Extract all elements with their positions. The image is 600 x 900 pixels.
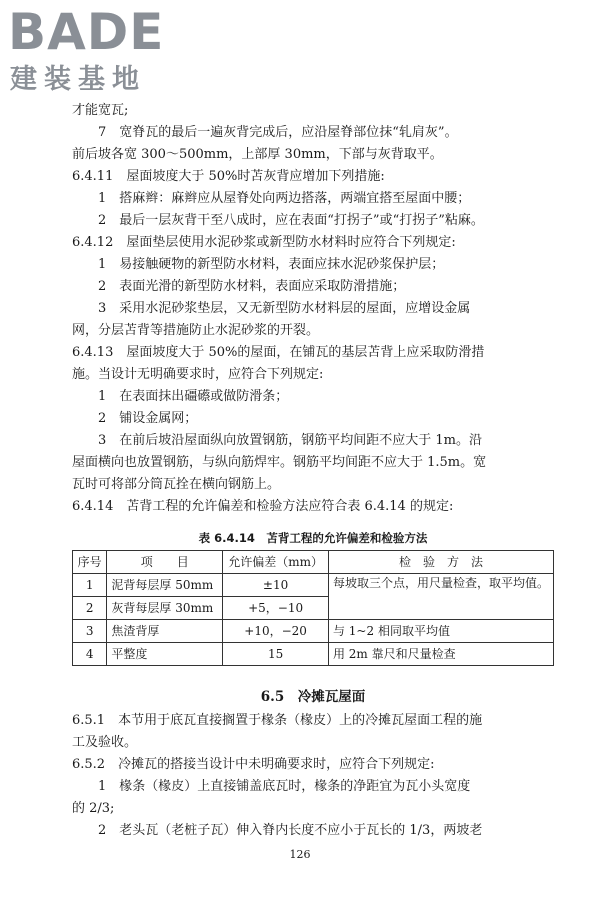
row-method: 用 2m 靠尺和尺量检查 (328, 643, 553, 666)
logo-word: BADE (8, 3, 165, 61)
row-item: 焦渣背厚 (107, 620, 223, 643)
logo (8, 4, 178, 100)
header-method: 检 验 方 法 (328, 551, 553, 574)
row-no: 2 (73, 597, 107, 620)
row-no: 4 (73, 643, 107, 666)
text-line: 1 椽条（椽皮）上直接铺盖底瓦时，椽条的净距宜为瓦小头宽度 (98, 779, 471, 794)
text-line: 2 铺设金属网； (98, 411, 198, 426)
row-item: 灰背每层厚 30mm (107, 597, 223, 620)
section-title: 6.5 冷摊瓦屋面 (260, 689, 366, 705)
paragraphs-bottom (72, 710, 554, 842)
text-line: 工及验收。 (72, 735, 138, 750)
table-header-row (73, 551, 554, 574)
row-tolerance: +5，−10 (223, 597, 329, 620)
text-line: 网，分层苫背等措施防止水泥砂浆的开裂。 (72, 323, 320, 338)
text-line: 3 在前后坡沿屋面纵向放置钢筋，钢筋平均间距不应大于 1m。沿 (98, 433, 483, 448)
text-line: 1 搭麻辫：麻辫应从屋脊处向两边搭落，两端宜搭至屋面中腰； (98, 191, 471, 206)
table-title: 表 6.4.14 苫背工程的允许偏差和检验方法 (198, 531, 428, 545)
text-line: 6.4.11 屋面坡度大于 50%时苫灰背应增加下列措施: (72, 169, 385, 184)
text-line: 才能宽瓦; (72, 103, 129, 118)
text-line: 施。当设计无明确要求时，应符合下列规定: (72, 367, 324, 382)
row-method-merged: 每坡取三个点，用尺量检查，取平均值。 (328, 574, 553, 620)
text-line: 6.5.1 本节用于底瓦直接搁置于椽条（椽皮）上的冷摊瓦屋面工程的施 (72, 713, 483, 728)
text-line: 的 2/3; (72, 801, 115, 816)
row-no: 1 (73, 574, 107, 597)
header-no: 序号 (73, 551, 107, 574)
row-no: 3 (73, 620, 107, 643)
page-number: 126 (289, 848, 311, 861)
text-line: 1 在表面抹出礓礤或做防滑条； (98, 389, 289, 404)
text-line: 屋面横向也放置钢筋，与纵向筋焊牢。钢筋平均间距不应大于 1.5m。宽 (72, 455, 487, 470)
text-line: 2 表面光滑的新型防水材料，表面应采取防滑措施； (98, 279, 406, 294)
row-tolerance: +10，−20 (223, 620, 329, 643)
text-line: 1 易接触硬物的新型防水材料，表面应抹水泥砂浆保护层； (98, 257, 445, 272)
text-line: 前后坡各宽 300～500mm，上部厚 30mm，下部与灰背取平。 (72, 147, 443, 162)
paragraphs-top (72, 100, 554, 518)
table-row (73, 620, 554, 643)
row-item: 平整度 (107, 643, 223, 666)
row-tolerance: 15 (223, 643, 329, 666)
text-line: 2 最后一层灰背干至八成时，应在表面“打拐子”或“打拐子”粘麻。 (98, 213, 484, 228)
text-line: 7 宽脊瓦的最后一遍灰背完成后，应沿屋脊部位抹“轧肩灰”。 (98, 125, 458, 140)
text-line: 2 老头瓦（老桩子瓦）伸入脊内长度不应小于瓦长的 1/3，两坡老 (98, 823, 483, 838)
text-line: 3 采用水泥砂浆垫层，又无新型防水材料层的屋面，应增设金属 (98, 301, 471, 316)
text-line: 6.4.13 屋面坡度大于 50%的屋面，在铺瓦的基层苫背上应采取防滑措 (72, 345, 485, 360)
table-row (73, 643, 554, 666)
text-line: 6.4.12 屋面垫层使用水泥砂浆或新型防水材料时应符合下列规定: (72, 235, 456, 250)
table-row (73, 574, 554, 597)
row-method: 与 1~2 相同取平均值 (328, 620, 553, 643)
text-line: 6.4.14 苫背工程的允许偏差和检验方法应符合表 6.4.14 的规定: (72, 499, 454, 514)
text-line: 6.5.2 冷摊瓦的搭接当设计中未明确要求时，应符合下列规定: (72, 757, 435, 772)
tolerance-table (72, 550, 554, 666)
body-text (72, 100, 554, 842)
header-tolerance: 允许偏差（mm） (223, 551, 329, 574)
logo-subtitle: 建装基地 (10, 64, 146, 95)
header-item: 项 目 (107, 551, 223, 574)
text-line: 瓦时可将部分筒瓦拴在横向钢筋上。 (72, 477, 281, 492)
row-tolerance: ±10 (223, 574, 329, 597)
row-item: 泥背每层厚 50mm (107, 574, 223, 597)
